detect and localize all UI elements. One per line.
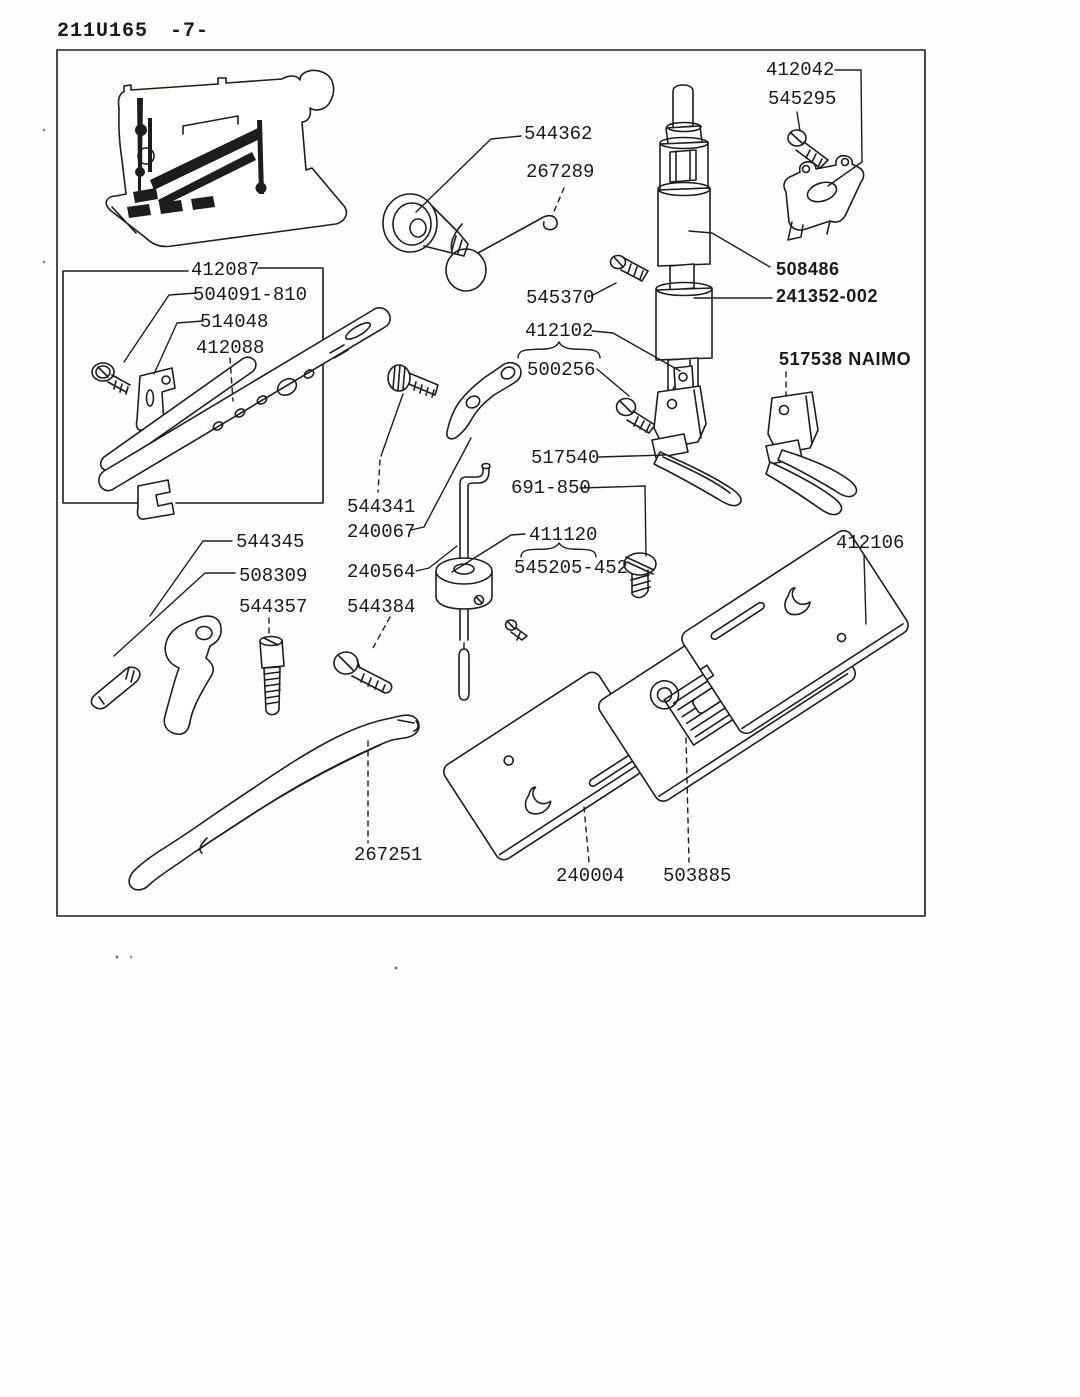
part-label-412106: 412106 bbox=[836, 532, 905, 554]
part-label-267251: 267251 bbox=[354, 844, 423, 866]
brace-412102-500256 bbox=[518, 342, 600, 358]
page-number: -7- bbox=[170, 20, 210, 43]
part-label-517540: 517540 bbox=[531, 447, 600, 469]
part-drawing-presser-bar-unit bbox=[656, 85, 712, 405]
part-label-545205-452: 545205-452 bbox=[514, 557, 629, 579]
part-label-240067: 240067 bbox=[347, 521, 416, 543]
part-label-411120: 411120 bbox=[529, 524, 598, 546]
doc-number: 211U165 bbox=[57, 20, 149, 43]
part-drawing-500256-screw bbox=[617, 399, 656, 434]
part-label-412087: 412087 bbox=[191, 259, 260, 281]
part-label-504091-810: 504091-810 bbox=[193, 284, 308, 306]
part-drawing-508309-pin bbox=[91, 667, 140, 709]
part-drawing-240067-lever bbox=[447, 363, 521, 439]
part-label-514048: 514048 bbox=[200, 311, 269, 333]
part-label-412088: 412088 bbox=[196, 337, 265, 359]
part-drawing-517540-presser-foot bbox=[652, 366, 741, 506]
part-label-500256: 500256 bbox=[527, 359, 596, 381]
sewing-machine-thumbnail bbox=[106, 70, 346, 246]
part-label-241352-002: 241352-002 bbox=[776, 286, 879, 306]
part-drawing-544357-screw bbox=[260, 637, 284, 715]
part-label-412102: 412102 bbox=[525, 320, 594, 342]
scan-specks bbox=[43, 129, 398, 970]
part-drawing-544345-lever bbox=[164, 616, 221, 734]
part-label-544384: 544384 bbox=[347, 596, 416, 618]
part-label-267289: 267289 bbox=[526, 161, 595, 183]
part-label-240004: 240004 bbox=[556, 865, 625, 887]
part-drawing-small-setscrew bbox=[506, 620, 528, 640]
part-label-544341: 544341 bbox=[347, 496, 416, 518]
part-drawing-544341-thumbscrew bbox=[388, 365, 438, 397]
part-drawing-412042-bracket bbox=[784, 156, 864, 240]
part-label-545370: 545370 bbox=[526, 287, 595, 309]
part-label-503885: 503885 bbox=[663, 865, 732, 887]
part-label-412042: 412042 bbox=[766, 59, 835, 81]
part-drawing-544384-screw bbox=[334, 652, 392, 693]
part-label-240564: 240564 bbox=[347, 561, 416, 583]
part-drawing-267289-spring bbox=[446, 216, 557, 291]
part-drawing-411120-collar bbox=[436, 558, 492, 609]
part-label-691-850: 691-850 bbox=[511, 477, 591, 499]
part-drawing-folded-foot-bracket bbox=[138, 480, 174, 519]
part-drawing-504091-screw bbox=[92, 363, 130, 394]
part-drawing-545205-screw bbox=[624, 553, 656, 598]
part-label-544362: 544362 bbox=[524, 123, 593, 145]
part-drawing-267251-arm bbox=[129, 715, 419, 890]
part-label-517538: 517538 NAIMO bbox=[779, 349, 912, 369]
part-label-545295: 545295 bbox=[768, 88, 837, 110]
part-label-544345: 544345 bbox=[236, 531, 305, 553]
part-label-508486: 508486 bbox=[776, 259, 840, 279]
brace-545205 bbox=[521, 543, 596, 557]
part-label-508309: 508309 bbox=[239, 565, 308, 587]
part-drawing-517538-presser-foot bbox=[766, 392, 857, 515]
part-label-544357: 544357 bbox=[239, 596, 308, 618]
part-drawing-545370-setscrew bbox=[611, 256, 649, 282]
